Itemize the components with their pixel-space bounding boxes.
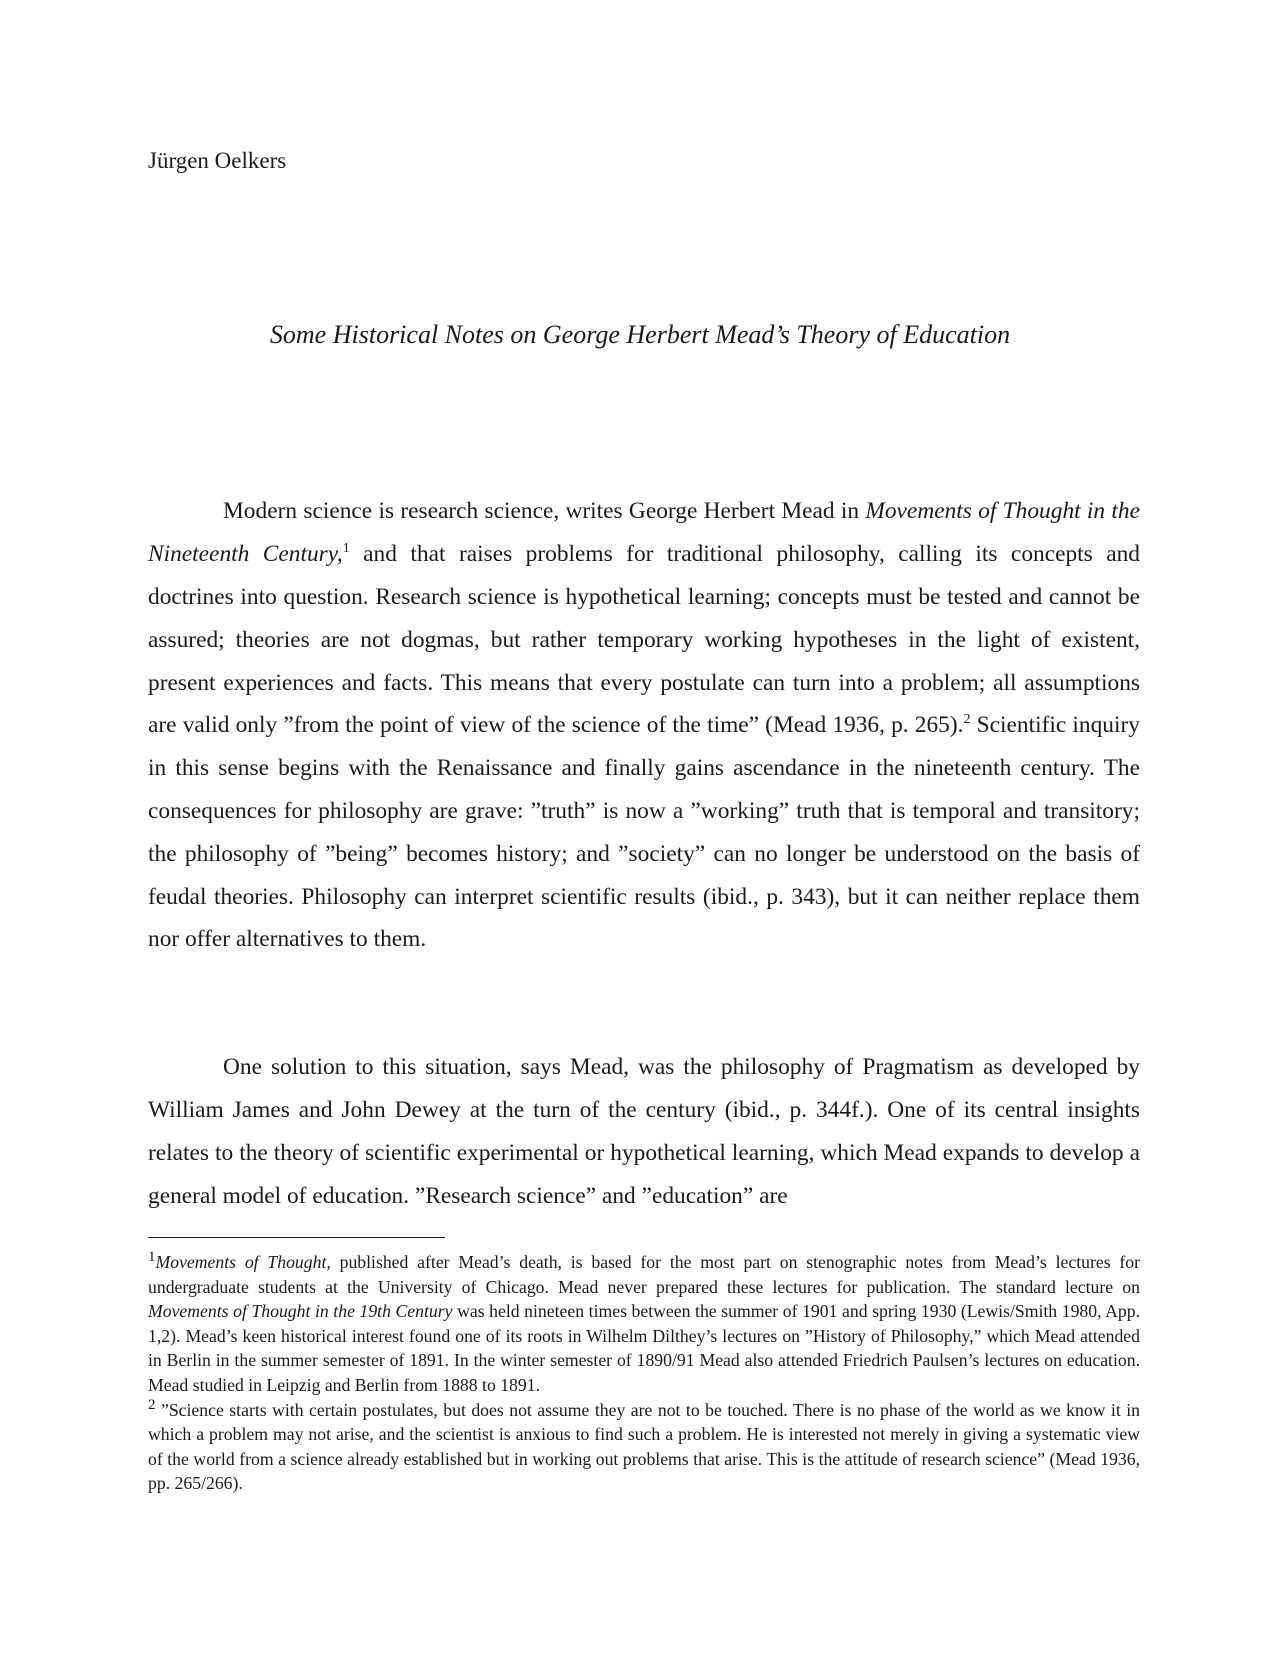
footnotes-section <box>148 1250 1140 1496</box>
footnote-separator <box>148 1237 445 1238</box>
footnote-1-text-a: published after Mead’s death, is based for the most part on stenographic notes from Mead’s lectures for undergraduate students at the University of Chicago. Mead never prepared these lectures for publication. The standard lecture on <box>148 1252 1140 1297</box>
footnote-1-mark: 1 <box>148 1249 156 1266</box>
footnote-ref-2[interactable]: 2 <box>963 712 971 728</box>
footnote-2-text: ”Science starts with certain postulates, but does not assume they are not to be touched. There is no phase of the world as we know it in which a problem may not arise, and the scientist is anxious to find such a problem. He is interested not merely in giving a systematic view of the world from a science already established but in working out problems that arise. This is the attitude of research science” (Mead 1936, pp. 265/266). <box>148 1399 1140 1494</box>
footnote-2-mark: 2 <box>148 1396 156 1413</box>
footnote-1-italic-b: Movements of Thought in the 19th Century <box>148 1301 453 1322</box>
paragraph-1-text-c: Scientific inquiry in this sense begins with the Renaissance and finally gains ascendance in the nineteenth century. The consequences for philosophy are grave: ”truth” is now a ”working” truth that is temporal and transitory; the philosophy of ”being” becomes history; and ”society” can no longer be understood on the basis of feudal theories. Philosophy can interpret scientific results (ibid., p. 343), but it can neither replace them nor offer alternatives to them. <box>148 712 1140 953</box>
footnote-1-text-b: was held nineteen times between the summer of 1901 and spring 1930 (Lewis/Smith 1980, App. 1,2). Mead’s keen historical interest found one of its roots in Wilhelm Dilthey’s lectures on ”History of Philosophy,” which Mead attended in Berlin in the summer semester of 1891. In the winter semester of 1890/91 Mead also attended Friedrich Paulsen’s lectures on education. Mead studied in Leipzig and Berlin from 1888 to 1891. <box>148 1301 1140 1395</box>
paragraph-1-text-b: and that raises problems for traditional philosophy, calling its concepts and doctrines into question. Research science is hypothetical learning; concepts must be tested and cannot be assured; theories are not dogmas, but rather temporary working hypotheses in the light of existent, present experiences and facts. This means that every postulate can turn into a problem; all assumptions are valid only ”from the point of view of the science of the time” (Mead 1936, p. 265). <box>148 541 1141 739</box>
footnote-1-italic-a: Movements of Thought, <box>155 1252 331 1272</box>
document-title: Some Historical Notes on George Herbert Mead’s Theory of Education <box>269 320 1011 349</box>
body-paragraph-2: One solution to this situation, says Mead, was the philosophy of Pragmatism as developed by William James and John Dewey at the turn of the century (ibid., p. 344f.). One of its central insights relates to the theory of scientific experimental or hypothetical learning, which Mead expands to develop a general model of education. ”Research science” and ”education” are <box>148 1054 1140 1209</box>
book-title-italic: Movements of Thought in the Nineteenth Century, <box>148 498 1140 568</box>
body-paragraph-1 <box>148 490 1140 961</box>
footnote-1 <box>148 1250 1140 1398</box>
paragraph-1-text-a: Modern science is research science, writes George Herbert Mead in <box>223 498 866 525</box>
footnote-ref-1[interactable]: 1 <box>342 541 350 557</box>
author-name: Jürgen Oelkers <box>148 148 287 173</box>
footnote-2 <box>148 1398 1140 1496</box>
